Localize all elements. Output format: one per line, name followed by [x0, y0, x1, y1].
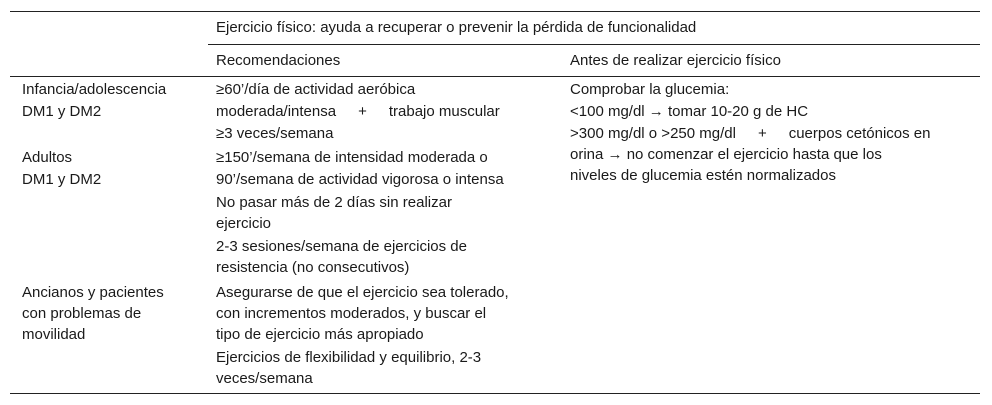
group-label: DM1 y DM2 [22, 171, 102, 188]
recommendation-text: con incrementos moderados, y buscar el [216, 305, 487, 322]
recommendation-text: ≥150’/semana de intensidad moderada o [216, 149, 488, 166]
recommendation-text: Ejercicios de flexibilidad y equilibrio, 2-3 [216, 349, 482, 366]
recommendation-text: 90’/semana de actividad vigorosa o intensa [216, 171, 504, 188]
recommendation-text: ≥3 veces/semana [216, 125, 334, 142]
recommendation-text: ≥60’/día de actividad aeróbica [216, 81, 416, 98]
group-label: con problemas de [22, 305, 142, 322]
recommendation-text: resistencia (no consecutivos) [216, 259, 410, 276]
group-label: Ancianos y pacientes [22, 284, 164, 301]
column-header-recomendaciones: Recomendaciones [216, 52, 341, 69]
before-exercise-text: Comprobar la glucemia: [570, 81, 730, 98]
recommendation-text: tipo de ejercicio más apropiado [216, 326, 424, 343]
top-rule [10, 11, 980, 12]
recommendation-text: veces/semana [216, 370, 313, 387]
plus-symbol: + [358, 103, 367, 120]
recommendation-text: No pasar más de 2 días sin realizar [216, 194, 452, 211]
recommendation-text: 2-3 sesiones/semana de ejercicios de [216, 238, 467, 255]
group-label: Infancia/adolescencia [22, 81, 167, 98]
recommendation-text: moderada/intensa + trabajo muscular [216, 101, 500, 123]
before-exercise-text: <100 mg/dl → tomar 10-20 g de HC [570, 103, 809, 120]
header-rule [208, 44, 980, 45]
recommendation-text: Asegurarse de que el ejercicio sea tolerado, [216, 284, 509, 301]
group-label: Adultos [22, 149, 73, 166]
column-header-antes: Antes de realizar ejercicio físico [570, 52, 781, 69]
before-exercise-text: >300 mg/dl o >250 mg/dl + cuerpos cetónicos en [570, 123, 930, 145]
recommendation-text: ejercicio [216, 215, 272, 232]
before-exercise-text: niveles de glucemia estén normalizados [570, 167, 836, 184]
bottom-rule [10, 393, 980, 394]
group-label: movilidad [22, 326, 86, 343]
subheader-rule [10, 76, 980, 77]
before-exercise-text: orina → no comenzar el ejercicio hasta que los [570, 146, 882, 163]
group-label: DM1 y DM2 [22, 103, 102, 120]
plus-symbol: + [757, 125, 767, 142]
main-header: Ejercicio físico: ayuda a recuperar o prevenir la pérdida de funcionalidad [216, 19, 697, 36]
